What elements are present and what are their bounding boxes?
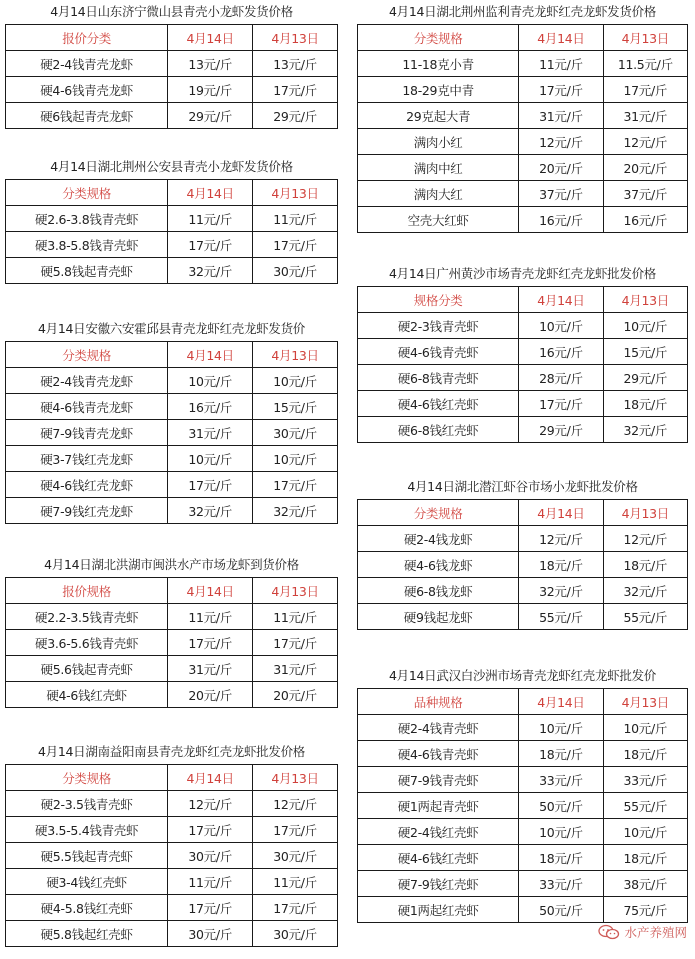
spec-cell: 硬4-6钱龙虾 xyxy=(358,552,519,578)
table-row xyxy=(358,313,688,339)
price-cell: 11元/斤 xyxy=(168,869,253,895)
price-cell: 17元/斤 xyxy=(253,232,338,258)
table-row xyxy=(6,498,338,524)
table-row xyxy=(358,129,688,155)
price-cell: 32元/斤 xyxy=(168,498,253,524)
column-header: 报价分类 xyxy=(6,25,168,51)
price-cell: 15元/斤 xyxy=(603,339,687,365)
column-header: 4月14日 xyxy=(168,578,253,604)
price-cell: 18元/斤 xyxy=(519,552,603,578)
table-row xyxy=(358,871,688,897)
table-row xyxy=(358,181,688,207)
price-table xyxy=(357,24,688,233)
spec-cell: 硬2.6-3.8钱青壳虾 xyxy=(6,206,168,232)
spec-cell: 硬1两起青壳虾 xyxy=(358,793,519,819)
spec-cell: 硬4-5.8钱红壳虾 xyxy=(6,895,168,921)
price-cell: 13元/斤 xyxy=(168,51,253,77)
spec-cell: 硬2-4钱青壳虾 xyxy=(358,715,519,741)
spec-cell: 硬4-6钱红壳虾 xyxy=(6,682,168,708)
price-cell: 33元/斤 xyxy=(603,767,687,793)
price-cell: 11元/斤 xyxy=(253,604,338,630)
column-header: 4月14日 xyxy=(168,342,253,368)
table-row xyxy=(6,394,338,420)
price-cell: 10元/斤 xyxy=(253,368,338,394)
price-table xyxy=(5,764,338,947)
price-table-block xyxy=(357,664,688,923)
column-header: 4月13日 xyxy=(253,765,338,791)
column-header: 4月14日 xyxy=(519,500,603,526)
price-cell: 11元/斤 xyxy=(168,206,253,232)
spec-cell: 硬7-9钱红壳龙虾 xyxy=(6,498,168,524)
price-cell: 29元/斤 xyxy=(519,417,603,443)
table-row xyxy=(6,791,338,817)
column-header: 品种规格 xyxy=(358,689,519,715)
price-cell: 11元/斤 xyxy=(253,206,338,232)
price-cell: 16元/斤 xyxy=(519,339,603,365)
price-cell: 17元/斤 xyxy=(253,630,338,656)
price-table xyxy=(5,24,338,129)
price-table xyxy=(357,286,688,443)
spec-cell: 硬4-6钱红壳虾 xyxy=(358,391,519,417)
price-cell: 10元/斤 xyxy=(603,715,687,741)
table-row xyxy=(358,793,688,819)
table-row xyxy=(358,77,688,103)
wechat-icon xyxy=(598,924,620,940)
price-cell: 18元/斤 xyxy=(519,845,603,871)
price-cell: 20元/斤 xyxy=(519,155,603,181)
table-row xyxy=(6,368,338,394)
column-header: 4月14日 xyxy=(519,287,603,313)
price-table xyxy=(357,499,688,630)
spec-cell: 硬3.6-5.6钱青壳虾 xyxy=(6,630,168,656)
spec-cell: 硬9钱起龙虾 xyxy=(358,604,519,630)
price-table xyxy=(5,577,338,708)
table-row xyxy=(6,77,338,103)
spec-cell: 硬3.8-5.8钱青壳虾 xyxy=(6,232,168,258)
price-cell: 13元/斤 xyxy=(253,51,338,77)
price-cell: 12元/斤 xyxy=(253,791,338,817)
price-cell: 55元/斤 xyxy=(519,604,603,630)
spec-cell: 空壳大红虾 xyxy=(358,207,519,233)
watermark xyxy=(598,923,687,941)
price-cell: 12元/斤 xyxy=(603,129,687,155)
spec-cell: 11-18克小青 xyxy=(358,51,519,77)
column-header: 4月13日 xyxy=(253,180,338,206)
price-cell: 29元/斤 xyxy=(603,365,687,391)
price-cell: 20元/斤 xyxy=(603,155,687,181)
price-cell: 11元/斤 xyxy=(168,604,253,630)
price-cell: 10元/斤 xyxy=(519,819,603,845)
price-cell: 30元/斤 xyxy=(168,843,253,869)
table-row xyxy=(6,895,338,921)
column-header: 分类规格 xyxy=(6,180,168,206)
price-cell: 12元/斤 xyxy=(168,791,253,817)
price-cell: 31元/斤 xyxy=(519,103,603,129)
column-header: 4月14日 xyxy=(519,689,603,715)
table-row xyxy=(358,604,688,630)
price-table xyxy=(357,688,688,923)
column-header: 4月14日 xyxy=(168,25,253,51)
table-row xyxy=(358,51,688,77)
price-cell: 16元/斤 xyxy=(519,207,603,233)
table-row xyxy=(6,656,338,682)
table-title: 4月14日安徽六安霍邱县青壳龙虾红壳龙虾发货价 xyxy=(38,321,305,336)
spec-cell: 硬7-9钱青壳龙虾 xyxy=(6,420,168,446)
price-cell: 50元/斤 xyxy=(519,897,603,923)
table-header-row xyxy=(6,180,338,206)
price-cell: 16元/斤 xyxy=(168,394,253,420)
table-row xyxy=(6,869,338,895)
table-header-row xyxy=(358,287,688,313)
table-row xyxy=(358,391,688,417)
table-row xyxy=(358,155,688,181)
spec-cell: 29克起大青 xyxy=(358,103,519,129)
column-header: 4月13日 xyxy=(603,500,687,526)
table-header-row xyxy=(358,25,688,51)
watermark-text: 水产养殖网 xyxy=(624,925,687,940)
price-cell: 17元/斤 xyxy=(168,232,253,258)
spec-cell: 硬5.8钱起青壳虾 xyxy=(6,258,168,284)
price-cell: 11元/斤 xyxy=(519,51,603,77)
column-header: 4月13日 xyxy=(603,287,687,313)
spec-cell: 硬5.5钱起青壳虾 xyxy=(6,843,168,869)
column-header: 规格分类 xyxy=(358,287,519,313)
spec-cell: 硬4-6钱青壳龙虾 xyxy=(6,394,168,420)
price-cell: 32元/斤 xyxy=(168,258,253,284)
column-header: 分类规格 xyxy=(6,765,168,791)
spec-cell: 硬4-6钱青壳龙虾 xyxy=(6,77,168,103)
price-cell: 30元/斤 xyxy=(253,921,338,947)
table-row xyxy=(358,741,688,767)
table-row xyxy=(6,420,338,446)
spec-cell: 硬1两起红壳虾 xyxy=(358,897,519,923)
price-cell: 31元/斤 xyxy=(603,103,687,129)
price-cell: 50元/斤 xyxy=(519,793,603,819)
table-row xyxy=(358,103,688,129)
price-cell: 17元/斤 xyxy=(253,817,338,843)
column-header: 4月13日 xyxy=(253,342,338,368)
price-cell: 15元/斤 xyxy=(253,394,338,420)
price-cell: 12元/斤 xyxy=(519,526,603,552)
price-cell: 10元/斤 xyxy=(519,313,603,339)
spec-cell: 硬2-3钱青壳虾 xyxy=(358,313,519,339)
price-cell: 17元/斤 xyxy=(253,472,338,498)
table-header-row xyxy=(6,25,338,51)
table-title: 4月14日山东济宁微山县青壳小龙虾发货价格 xyxy=(50,4,293,19)
table-row xyxy=(358,819,688,845)
table-row xyxy=(6,51,338,77)
column-header: 分类规格 xyxy=(6,342,168,368)
table-row xyxy=(6,232,338,258)
price-table-block xyxy=(5,0,338,129)
price-table-block xyxy=(357,262,688,443)
table-title: 4月14日湖北荆州公安县青壳小龙虾发货价格 xyxy=(50,159,293,174)
table-row xyxy=(358,767,688,793)
price-cell: 33元/斤 xyxy=(519,767,603,793)
price-cell: 10元/斤 xyxy=(603,313,687,339)
price-cell: 31元/斤 xyxy=(168,420,253,446)
table-header-row xyxy=(358,500,688,526)
price-cell: 32元/斤 xyxy=(519,578,603,604)
price-cell: 55元/斤 xyxy=(603,604,687,630)
price-cell: 10元/斤 xyxy=(168,368,253,394)
table-title: 4月14日湖南益阳南县青壳龙虾红壳龙虾批发价格 xyxy=(38,744,305,759)
price-cell: 31元/斤 xyxy=(253,656,338,682)
spec-cell: 硬3-7钱红壳龙虾 xyxy=(6,446,168,472)
spec-cell: 硬4-6钱青壳虾 xyxy=(358,339,519,365)
price-cell: 31元/斤 xyxy=(168,656,253,682)
spec-cell: 硬4-6钱青壳虾 xyxy=(358,741,519,767)
price-table-block xyxy=(5,553,338,708)
price-cell: 37元/斤 xyxy=(603,181,687,207)
price-cell: 75元/斤 xyxy=(603,897,687,923)
price-cell: 17元/斤 xyxy=(168,630,253,656)
column-header: 4月14日 xyxy=(168,180,253,206)
spec-cell: 硬4-6钱红壳虾 xyxy=(358,845,519,871)
price-cell: 12元/斤 xyxy=(603,526,687,552)
spec-cell: 硬2-3.5钱青壳虾 xyxy=(6,791,168,817)
table-title: 4月14日湖北洪湖市闽洪水产市场龙虾到货价格 xyxy=(44,557,299,572)
price-cell: 16元/斤 xyxy=(603,207,687,233)
price-table-block xyxy=(357,0,688,233)
price-cell: 32元/斤 xyxy=(603,578,687,604)
price-cell: 30元/斤 xyxy=(168,921,253,947)
spec-cell: 18-29克中青 xyxy=(358,77,519,103)
column-header: 4月13日 xyxy=(603,689,687,715)
price-table-block xyxy=(5,317,338,524)
spec-cell: 硬6-8钱青壳虾 xyxy=(358,365,519,391)
spec-cell: 硬5.8钱起红壳虾 xyxy=(6,921,168,947)
price-cell: 38元/斤 xyxy=(603,871,687,897)
spec-cell: 硬2-4钱龙虾 xyxy=(358,526,519,552)
column-header: 4月14日 xyxy=(168,765,253,791)
price-cell: 33元/斤 xyxy=(519,871,603,897)
spec-cell: 硬2-4钱青壳龙虾 xyxy=(6,368,168,394)
price-cell: 10元/斤 xyxy=(253,446,338,472)
spec-cell: 满肉中红 xyxy=(358,155,519,181)
price-cell: 11.5元/斤 xyxy=(603,51,687,77)
table-row xyxy=(358,845,688,871)
table-title: 4月14日湖北潜江虾谷市场小龙虾批发价格 xyxy=(407,479,638,494)
price-cell: 11元/斤 xyxy=(253,869,338,895)
price-cell: 32元/斤 xyxy=(253,498,338,524)
spec-cell: 硬2-4钱青壳龙虾 xyxy=(6,51,168,77)
spec-cell: 硬3-4钱红壳虾 xyxy=(6,869,168,895)
table-row xyxy=(6,604,338,630)
table-row xyxy=(6,817,338,843)
table-row xyxy=(358,552,688,578)
table-title: 4月14日湖北荆州监利青壳龙虾红壳龙虾发货价格 xyxy=(389,4,656,19)
spec-cell: 硬6-8钱龙虾 xyxy=(358,578,519,604)
price-cell: 19元/斤 xyxy=(168,77,253,103)
spec-cell: 硬3.5-5.4钱青壳虾 xyxy=(6,817,168,843)
table-row xyxy=(6,921,338,947)
column-header: 分类规格 xyxy=(358,25,519,51)
price-cell: 30元/斤 xyxy=(253,258,338,284)
table-row xyxy=(358,578,688,604)
price-cell: 29元/斤 xyxy=(168,103,253,129)
price-cell: 17元/斤 xyxy=(253,77,338,103)
price-cell: 28元/斤 xyxy=(519,365,603,391)
price-cell: 32元/斤 xyxy=(603,417,687,443)
table-row xyxy=(358,365,688,391)
price-cell: 20元/斤 xyxy=(253,682,338,708)
table-title: 4月14日武汉白沙洲市场青壳龙虾红壳龙虾批发价 xyxy=(389,668,656,683)
price-cell: 18元/斤 xyxy=(603,845,687,871)
price-table-block xyxy=(357,475,688,630)
price-cell: 37元/斤 xyxy=(519,181,603,207)
column-header: 4月14日 xyxy=(519,25,603,51)
table-title: 4月14日广州黄沙市场青壳龙虾红壳龙虾批发价格 xyxy=(389,266,656,281)
table-row xyxy=(358,207,688,233)
price-table-block xyxy=(5,740,338,947)
price-cell: 17元/斤 xyxy=(519,77,603,103)
price-table xyxy=(5,179,338,284)
table-header-row xyxy=(6,342,338,368)
spec-cell: 满肉小红 xyxy=(358,129,519,155)
price-cell: 17元/斤 xyxy=(253,895,338,921)
table-row xyxy=(6,446,338,472)
table-row xyxy=(6,103,338,129)
table-row xyxy=(6,258,338,284)
table-row xyxy=(6,472,338,498)
price-cell: 18元/斤 xyxy=(603,552,687,578)
table-row xyxy=(6,843,338,869)
column-header: 4月13日 xyxy=(253,25,338,51)
column-header: 4月13日 xyxy=(603,25,687,51)
price-cell: 18元/斤 xyxy=(603,391,687,417)
price-cell: 10元/斤 xyxy=(168,446,253,472)
table-row xyxy=(358,417,688,443)
price-cell: 30元/斤 xyxy=(253,420,338,446)
column-header: 报价规格 xyxy=(6,578,168,604)
column-header: 4月13日 xyxy=(253,578,338,604)
spec-cell: 硬2-4钱红壳虾 xyxy=(358,819,519,845)
table-row xyxy=(358,715,688,741)
price-cell: 20元/斤 xyxy=(168,682,253,708)
price-cell: 18元/斤 xyxy=(519,741,603,767)
table-row xyxy=(358,526,688,552)
table-row xyxy=(6,630,338,656)
spec-cell: 硬7-9钱红壳虾 xyxy=(358,871,519,897)
table-row xyxy=(358,897,688,923)
table-header-row xyxy=(358,689,688,715)
price-cell: 17元/斤 xyxy=(168,895,253,921)
table-header-row xyxy=(6,578,338,604)
price-cell: 18元/斤 xyxy=(603,741,687,767)
spec-cell: 硬6-8钱红壳虾 xyxy=(358,417,519,443)
table-row xyxy=(6,206,338,232)
table-row xyxy=(6,682,338,708)
table-row xyxy=(358,339,688,365)
price-cell: 10元/斤 xyxy=(603,819,687,845)
price-cell: 17元/斤 xyxy=(168,817,253,843)
price-cell: 10元/斤 xyxy=(519,715,603,741)
price-cell: 29元/斤 xyxy=(253,103,338,129)
price-cell: 17元/斤 xyxy=(519,391,603,417)
spec-cell: 硬7-9钱青壳虾 xyxy=(358,767,519,793)
price-cell: 17元/斤 xyxy=(603,77,687,103)
price-table-block xyxy=(5,155,338,284)
price-table xyxy=(5,341,338,524)
spec-cell: 硬6钱起青壳龙虾 xyxy=(6,103,168,129)
spec-cell: 硬5.6钱起青壳虾 xyxy=(6,656,168,682)
spec-cell: 硬2.2-3.5钱青壳虾 xyxy=(6,604,168,630)
price-cell: 17元/斤 xyxy=(168,472,253,498)
price-cell: 12元/斤 xyxy=(519,129,603,155)
spec-cell: 满肉大红 xyxy=(358,181,519,207)
spec-cell: 硬4-6钱红壳龙虾 xyxy=(6,472,168,498)
column-header: 分类规格 xyxy=(358,500,519,526)
table-header-row xyxy=(6,765,338,791)
price-cell: 55元/斤 xyxy=(603,793,687,819)
price-cell: 30元/斤 xyxy=(253,843,338,869)
